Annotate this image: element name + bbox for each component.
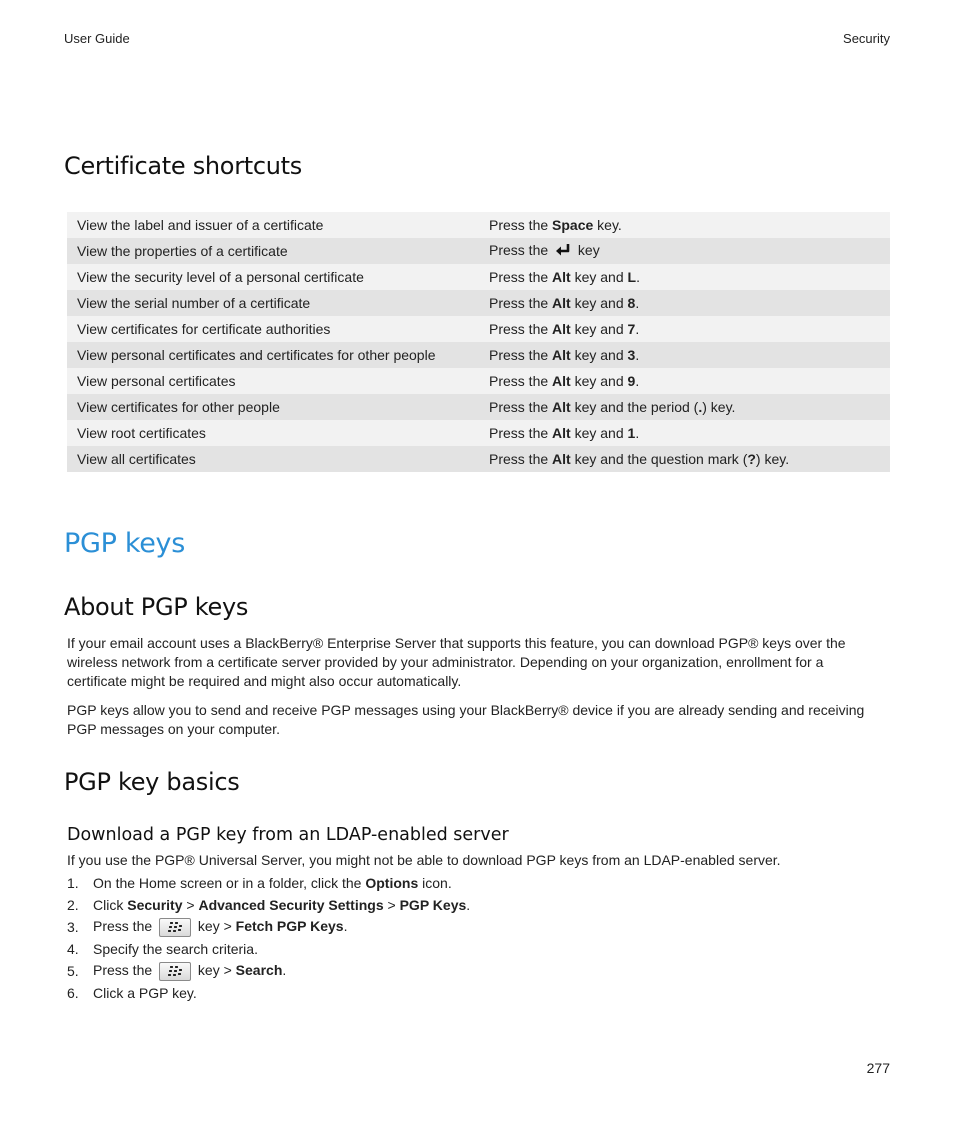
- shortcut-key: 8: [627, 295, 636, 311]
- shortcut-action: View certificates for certificate authorities: [67, 316, 479, 342]
- step-4: 4. Specify the search criteria.: [67, 941, 258, 957]
- certificate-shortcuts-heading: Certificate shortcuts: [64, 152, 302, 180]
- shortcut-keys: Press the key: [479, 238, 890, 264]
- shortcut-key: Alt: [552, 269, 571, 285]
- shortcut-row: [67, 316, 890, 342]
- fetch-pgp-keys-label: Fetch PGP Keys: [235, 917, 344, 934]
- shortcut-key: Alt: [552, 347, 571, 363]
- shortcut-row: [67, 368, 890, 394]
- step-1: 1. On the Home screen or in a folder, click the Options icon.: [67, 875, 452, 891]
- options-label: Options: [365, 875, 419, 891]
- shortcut-key: Alt: [552, 399, 571, 415]
- pgp-keys-heading: PGP keys: [64, 528, 185, 559]
- shortcut-keys: Press the Alt key and 8.: [479, 290, 890, 316]
- header-doc-title: User Guide: [64, 31, 130, 46]
- shortcut-action: View personal certificates and certificates for other people: [67, 342, 479, 368]
- shortcut-action: View the security level of a personal certificate: [67, 264, 479, 290]
- about-pgp-keys-heading: About PGP keys: [64, 593, 249, 621]
- shortcut-key: Alt: [552, 373, 571, 389]
- certificate-shortcuts-table: [67, 212, 890, 472]
- menu-key-icon: [159, 962, 191, 981]
- step-3: 3. Press the key > Fetch PGP Keys.: [67, 917, 348, 935]
- shortcut-keys: Press the Alt key and 3.: [479, 342, 890, 368]
- shortcut-key: .: [698, 399, 703, 415]
- shortcut-keys: Press the Alt key and the question mark (?) key.: [479, 446, 890, 472]
- shortcut-key: Alt: [552, 425, 571, 441]
- download-intro-text: If you use the PGP® Universal Server, you might not be able to download PGP keys from an LDAP-enabled server.: [67, 852, 781, 868]
- shortcut-action: View personal certificates: [67, 368, 479, 394]
- download-pgp-key-heading: Download a PGP key from an LDAP-enabled server: [67, 825, 509, 845]
- shortcut-action: View root certificates: [67, 420, 479, 446]
- shortcut-keys: Press the Alt key and 1.: [479, 420, 890, 446]
- shortcut-key: 7: [627, 321, 636, 337]
- shortcut-action: View the label and issuer of a certificate: [67, 212, 479, 238]
- about-pgp-paragraph-2: PGP keys allow you to send and receive PGP messages using your BlackBerry® device if you are already sending and receiving PGP messages on your computer.: [67, 702, 865, 737]
- shortcut-keys: Press the Alt key and 7.: [479, 316, 890, 342]
- shortcut-key: L: [627, 269, 637, 285]
- shortcut-row: [67, 446, 890, 472]
- pgp-keys-label: PGP Keys: [399, 897, 467, 913]
- security-label: Security: [127, 897, 183, 913]
- shortcut-key: Alt: [552, 321, 571, 337]
- step-2: 2. Click Security > Advanced Security Settings > PGP Keys.: [67, 897, 471, 913]
- shortcut-keys: Press the Space key.: [479, 212, 890, 238]
- shortcut-key: ?: [747, 451, 756, 467]
- shortcut-row: [67, 342, 890, 368]
- shortcut-row: [67, 264, 890, 290]
- shortcut-key: 3: [627, 347, 636, 363]
- step-5: 5. Press the key > Search.: [67, 961, 287, 979]
- header-section-title: Security: [843, 31, 890, 46]
- shortcut-row: [67, 290, 890, 316]
- pgp-key-basics-heading: PGP key basics: [64, 768, 240, 796]
- shortcut-action: View the serial number of a certificate: [67, 290, 479, 316]
- shortcut-keys: Press the Alt key and L.: [479, 264, 890, 290]
- download-steps-list: [67, 872, 887, 1004]
- shortcut-keys: Press the Alt key and the period (.) key.: [479, 394, 890, 420]
- shortcut-row: [67, 420, 890, 446]
- shortcut-keys: Press the Alt key and 9.: [479, 368, 890, 394]
- shortcut-key: Alt: [552, 295, 571, 311]
- step-6: 6. Click a PGP key.: [67, 985, 197, 1001]
- shortcut-row: [67, 212, 890, 238]
- menu-key-icon: [159, 918, 191, 937]
- search-label: Search: [235, 961, 283, 978]
- shortcut-row: [67, 238, 890, 264]
- shortcut-key: Alt: [552, 451, 571, 467]
- advanced-security-settings-label: Advanced Security Settings: [198, 897, 384, 913]
- shortcut-action: View certificates for other people: [67, 394, 479, 420]
- shortcut-row: [67, 394, 890, 420]
- shortcut-action: View all certificates: [67, 446, 479, 472]
- shortcut-key: 9: [627, 373, 636, 389]
- enter-key-icon: [554, 242, 572, 261]
- shortcut-key: Space: [552, 217, 594, 233]
- shortcut-action: View the properties of a certificate: [67, 238, 479, 264]
- page-number: 277: [866, 1060, 890, 1076]
- shortcut-key: 1: [627, 425, 636, 441]
- about-pgp-paragraph-1: If your email account uses a BlackBerry® Enterprise Server that supports this feature, you can download PGP® keys over the wireless network from a certificate server provided by your administrator. Depending on your organization, enrollment for a certificate might be required and might also occur automatically.: [67, 635, 846, 689]
